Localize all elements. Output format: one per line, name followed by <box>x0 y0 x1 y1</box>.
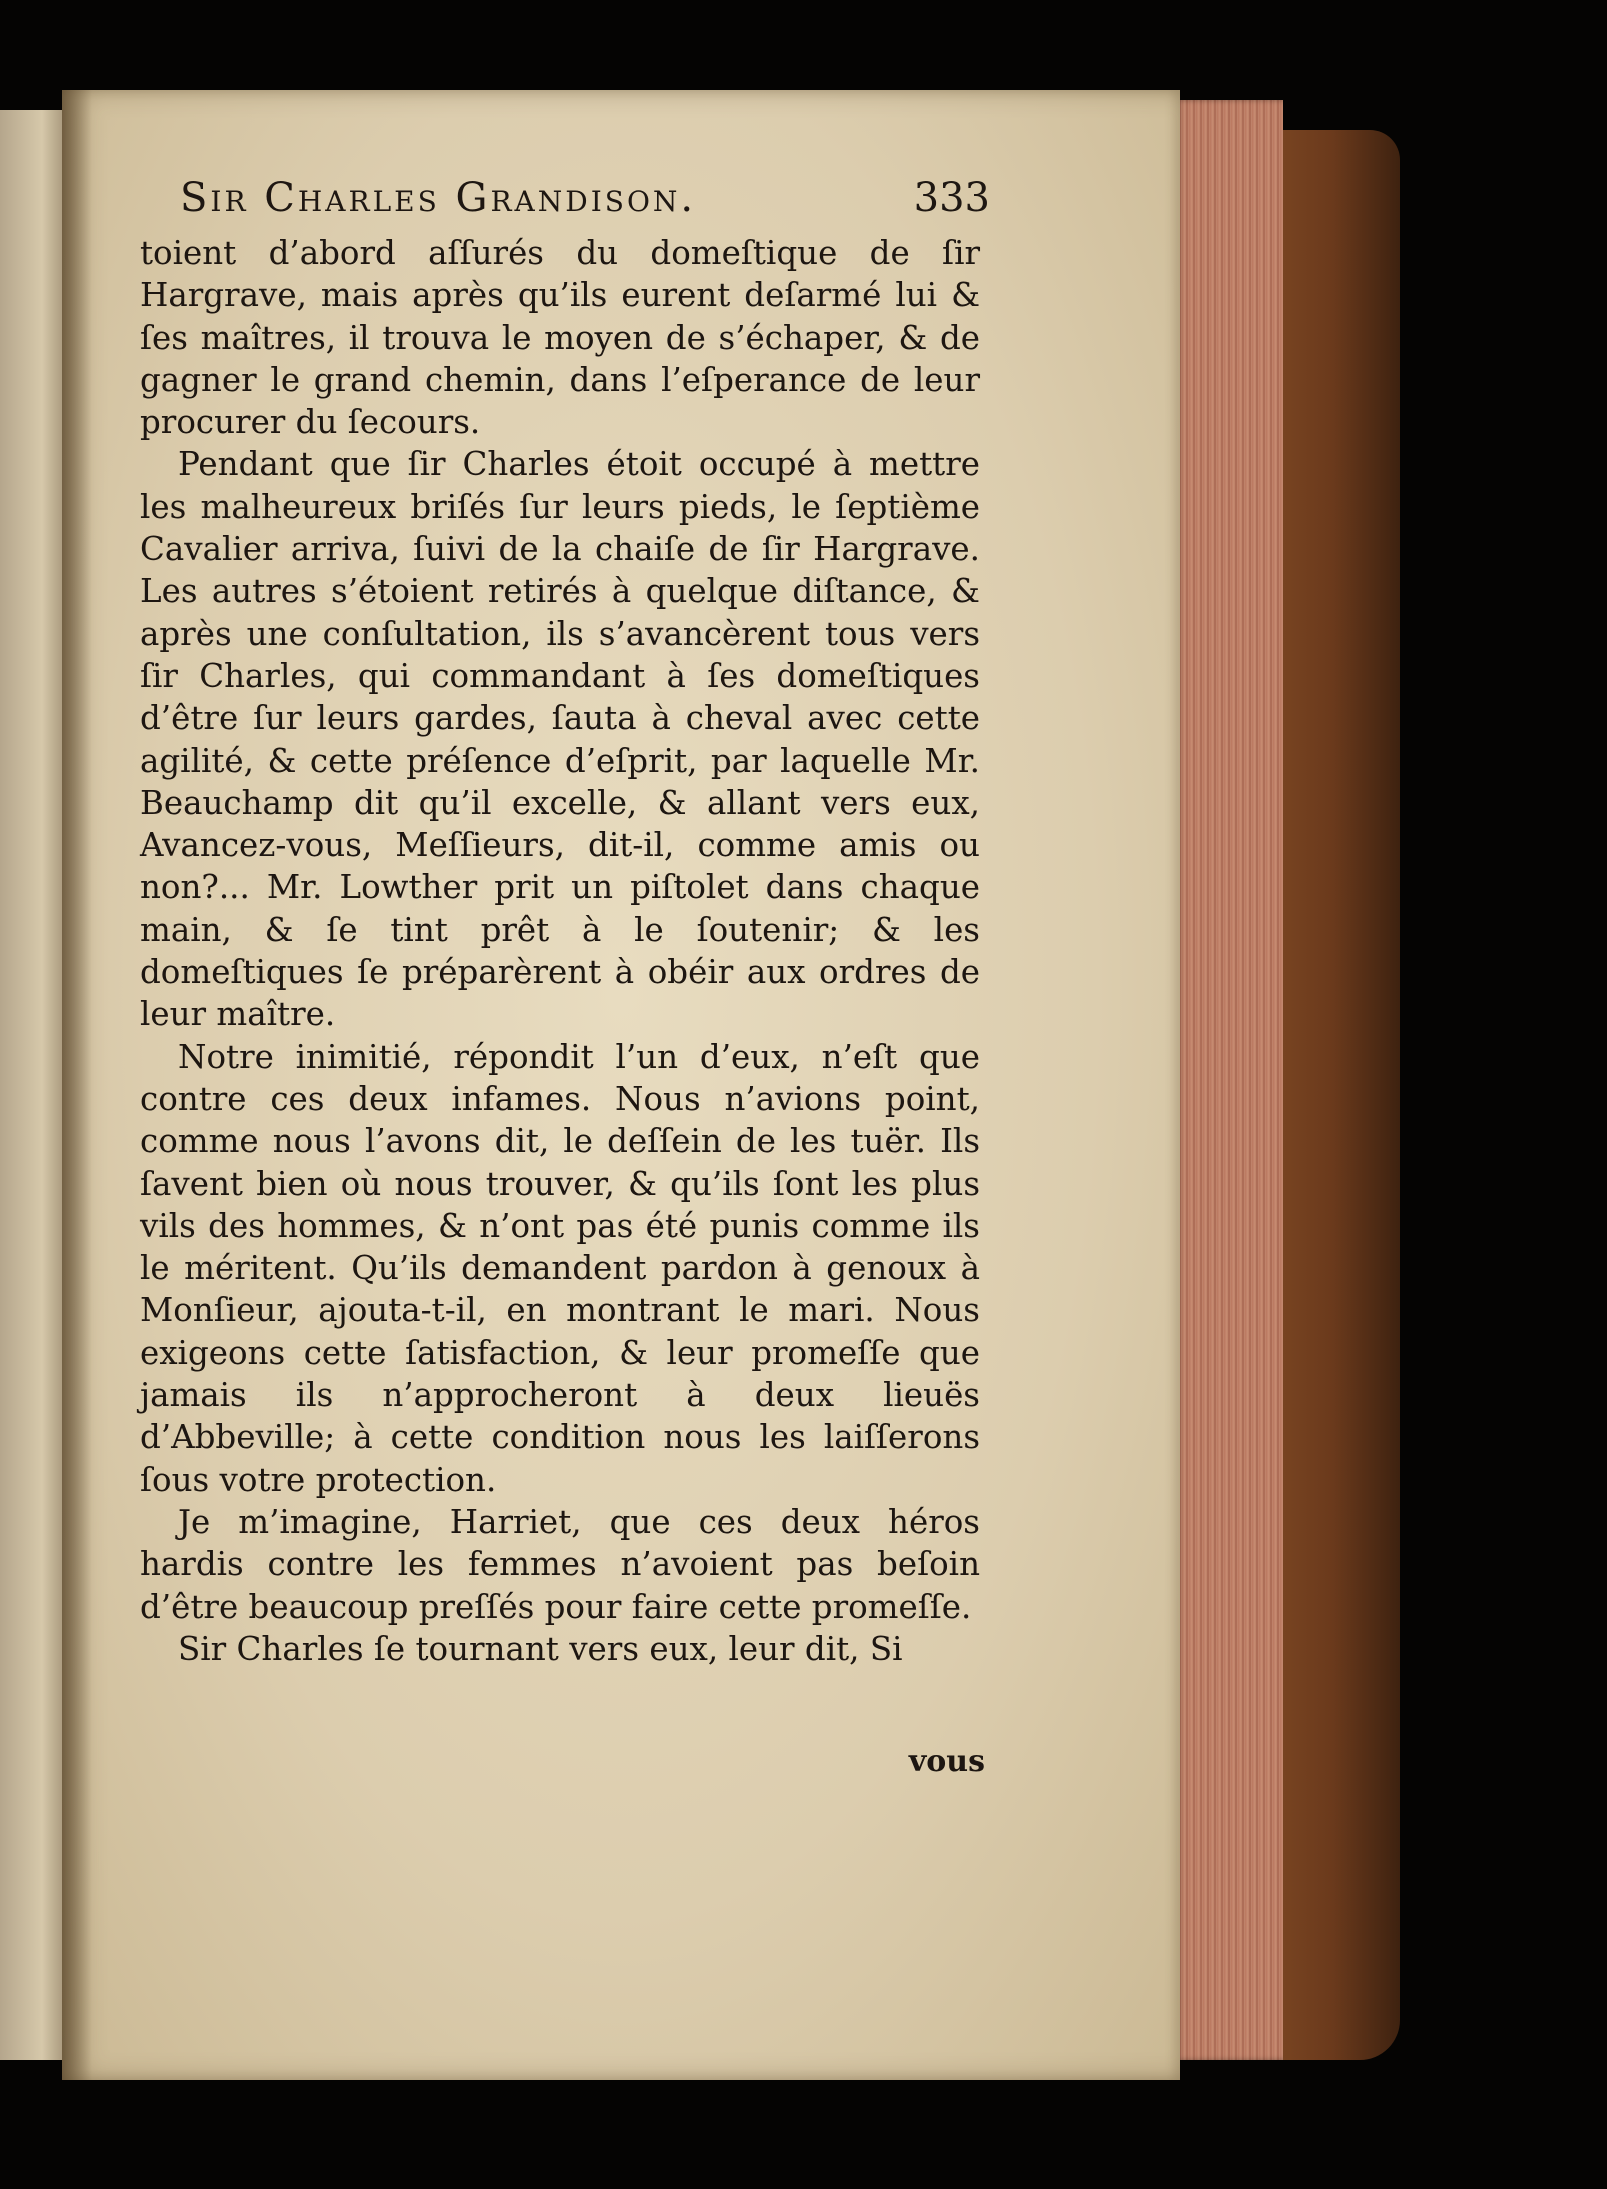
paragraph-1: toient d’abord aſſurés du domeſtique de ſir Hargrave, mais après qu’ils eurent deſarmé lui & ſes maîtres, il trouva le moyen de s’échaper, & de gagner le grand chemin, dans l’eſperance de leur procurer du ſecours. <box>140 234 980 442</box>
body-text <box>140 232 980 1670</box>
facing-page-edge <box>0 110 70 2060</box>
paragraph-4: Je m’imagine, Harriet, que ces deux héros hardis contre les femmes n’avoient pas beſoin d’être beaucoup preſſés pour faire cette promeſſe. <box>140 1502 980 1626</box>
paragraph-5: Sir Charles ſe tournant vers eux, leur dit, Si <box>178 1629 903 1668</box>
page-edges <box>1175 100 1283 2060</box>
page-number: 333 <box>913 175 990 221</box>
running-title: Sir Charles Grandison. <box>180 175 697 221</box>
gutter-shadow <box>62 90 92 2080</box>
paragraph-2: Pendant que ſir Charles étoit occupé à mettre les malheureux briſés ſur leurs pieds, le ſeptième Cavalier arriva, ſuivi de la chaiſe de ſir Hargrave. Les autres s’étoient retirés à quelque diſtance, & après une conſultation, ils s’avancèrent tous vers ſir Charles, qui commandant à ſes domeſtiques d’être ſur leurs gardes, ſauta à cheval avec cette agilité, & cette préſence d’eſprit, par laquelle Mr. Beauchamp dit qu’il excelle, & allant vers eux, Avancez-vous, Meſſieurs, dit-il, comme amis ou non?... Mr. Lowther prit un piſtolet dans chaque main, & ſe tint prêt à le ſoutenir; & les domeſtiques ſe préparèrent à obéir aux ordres de leur maître. <box>140 445 980 1034</box>
paragraph-3: Notre inimitié, répondit l’un d’eux, n’eſt que contre ces deux infames. Nous n’avions point, comme nous l’avons dit, le deſſein de les tuër. Ils ſavent bien où nous trouver, & qu’ils ſont les plus vils des hommes, & n’ont pas été punis comme ils le méritent. Qu’ils demandent pardon à genoux à Monſieur, ajouta-t-il, en montrant le mari. Nous exigeons cette ſatisfaction, & leur promeſſe que jamais ils n’approcheront à deux lieuës d’Abbeville; à cette condition nous les laiſſerons ſous votre protection. <box>140 1037 980 1499</box>
catchword: vous <box>908 1744 985 1779</box>
page-header <box>180 175 990 235</box>
